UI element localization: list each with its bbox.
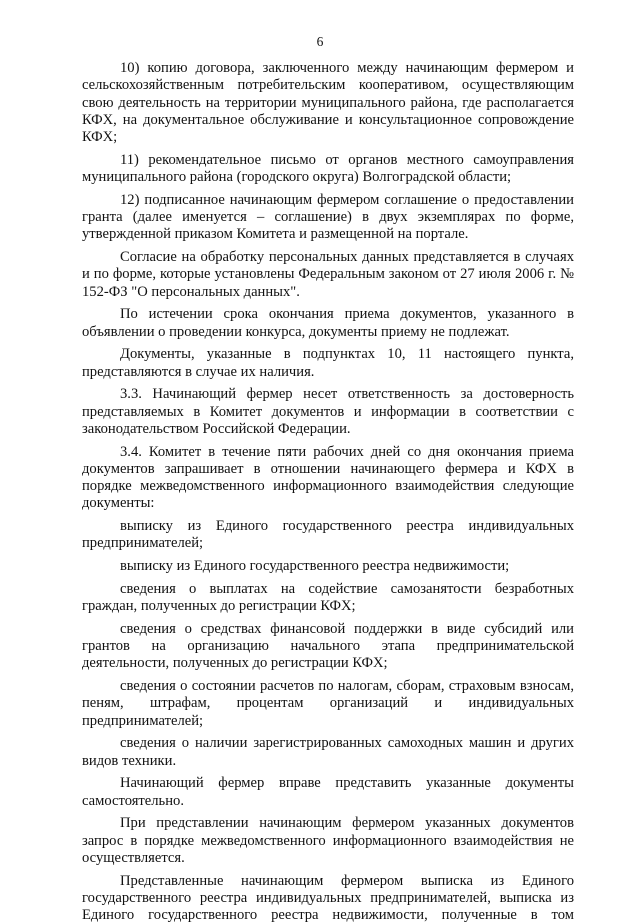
paragraph-optional-docs: Документы, указанные в подпунктах 10, 11 настоящего пункта, представляются в случае их наличия. (82, 346, 574, 381)
paragraph-self-employment-info: сведения о выплатах на содействие самозанятости безработных граждан, полученных до регистрации КФХ; (82, 581, 574, 616)
paragraph-item-12: 12) подписанное начинающим фермером соглашение о предоставлении гранта (далее именуется – соглашение) в двух экземплярах по форме, утвержденной приказом Комитета и размещенной на портале. (82, 192, 574, 244)
paragraph-item-11: 11) рекомендательное письмо от органов местного самоуправления муниципального района (городского округа) Волгоградской области; (82, 152, 574, 187)
paragraph-3-3: 3.3. Начинающий фермер несет ответственность за достоверность представляемых в Комитет документов и информации в соответствии с законодательством Российской Федерации. (82, 386, 574, 438)
page-number: 6 (0, 34, 640, 50)
paragraph-deadline: По истечении срока окончания приема документов, указанного в объявлении о проведении конкурса, документы приему не подлежат. (82, 306, 574, 341)
paragraph-submitted-extracts: Представленные начинающим фермером выписка из Единого государственного реестра индивидуальных предпринимателей, выписка из Единого государственного реестра недвижимости, полученные в том (82, 873, 574, 924)
paragraph-item-10: 10) копию договора, заключенного между начинающим фермером и сельскохозяйственным потребительским кооперативом, осуществляющим свою деятельность на территории муниципального района, где располагается КФХ, на документальное обслуживание и консультационное сопровождение КФХ; (82, 60, 574, 146)
paragraph-consent: Согласие на обработку персональных данных представляется в случаях и по форме, которые установлены Федеральным законом от 27 июля 2006 г. № 152-ФЗ "О персональных данных". (82, 249, 574, 301)
document-body (82, 60, 574, 924)
paragraph-machinery-info: сведения о наличии зарегистрированных самоходных машин и других видов техники. (82, 735, 574, 770)
paragraph-egrn-extract: выписку из Единого государственного реестра недвижимости; (82, 558, 574, 575)
paragraph-self-submission: Начинающий фермер вправе представить указанные документы самостоятельно. (82, 775, 574, 810)
paragraph-tax-info: сведения о состоянии расчетов по налогам, сборам, страховым взносам, пеням, штрафам, процентам организаций и индивидуальных предпринимателей; (82, 678, 574, 730)
paragraph-financial-support-info: сведения о средствах финансовой поддержки в виде субсидий или грантов на организацию начального этапа предпринимательской деятельности, полученных до регистрации КФХ; (82, 621, 574, 673)
paragraph-3-4: 3.4. Комитет в течение пяти рабочих дней со дня окончания приема документов запрашивает в отношении начинающего фермера и КФХ в порядке межведомственного информационного взаимодействия следующие документы: (82, 444, 574, 513)
paragraph-no-request: При представлении начинающим фермером указанных документов запрос в порядке межведомственного информационного взаимодействия не осуществляется. (82, 815, 574, 867)
paragraph-egrip-extract: выписку из Единого государственного реестра индивидуальных предпринимателей; (82, 518, 574, 553)
